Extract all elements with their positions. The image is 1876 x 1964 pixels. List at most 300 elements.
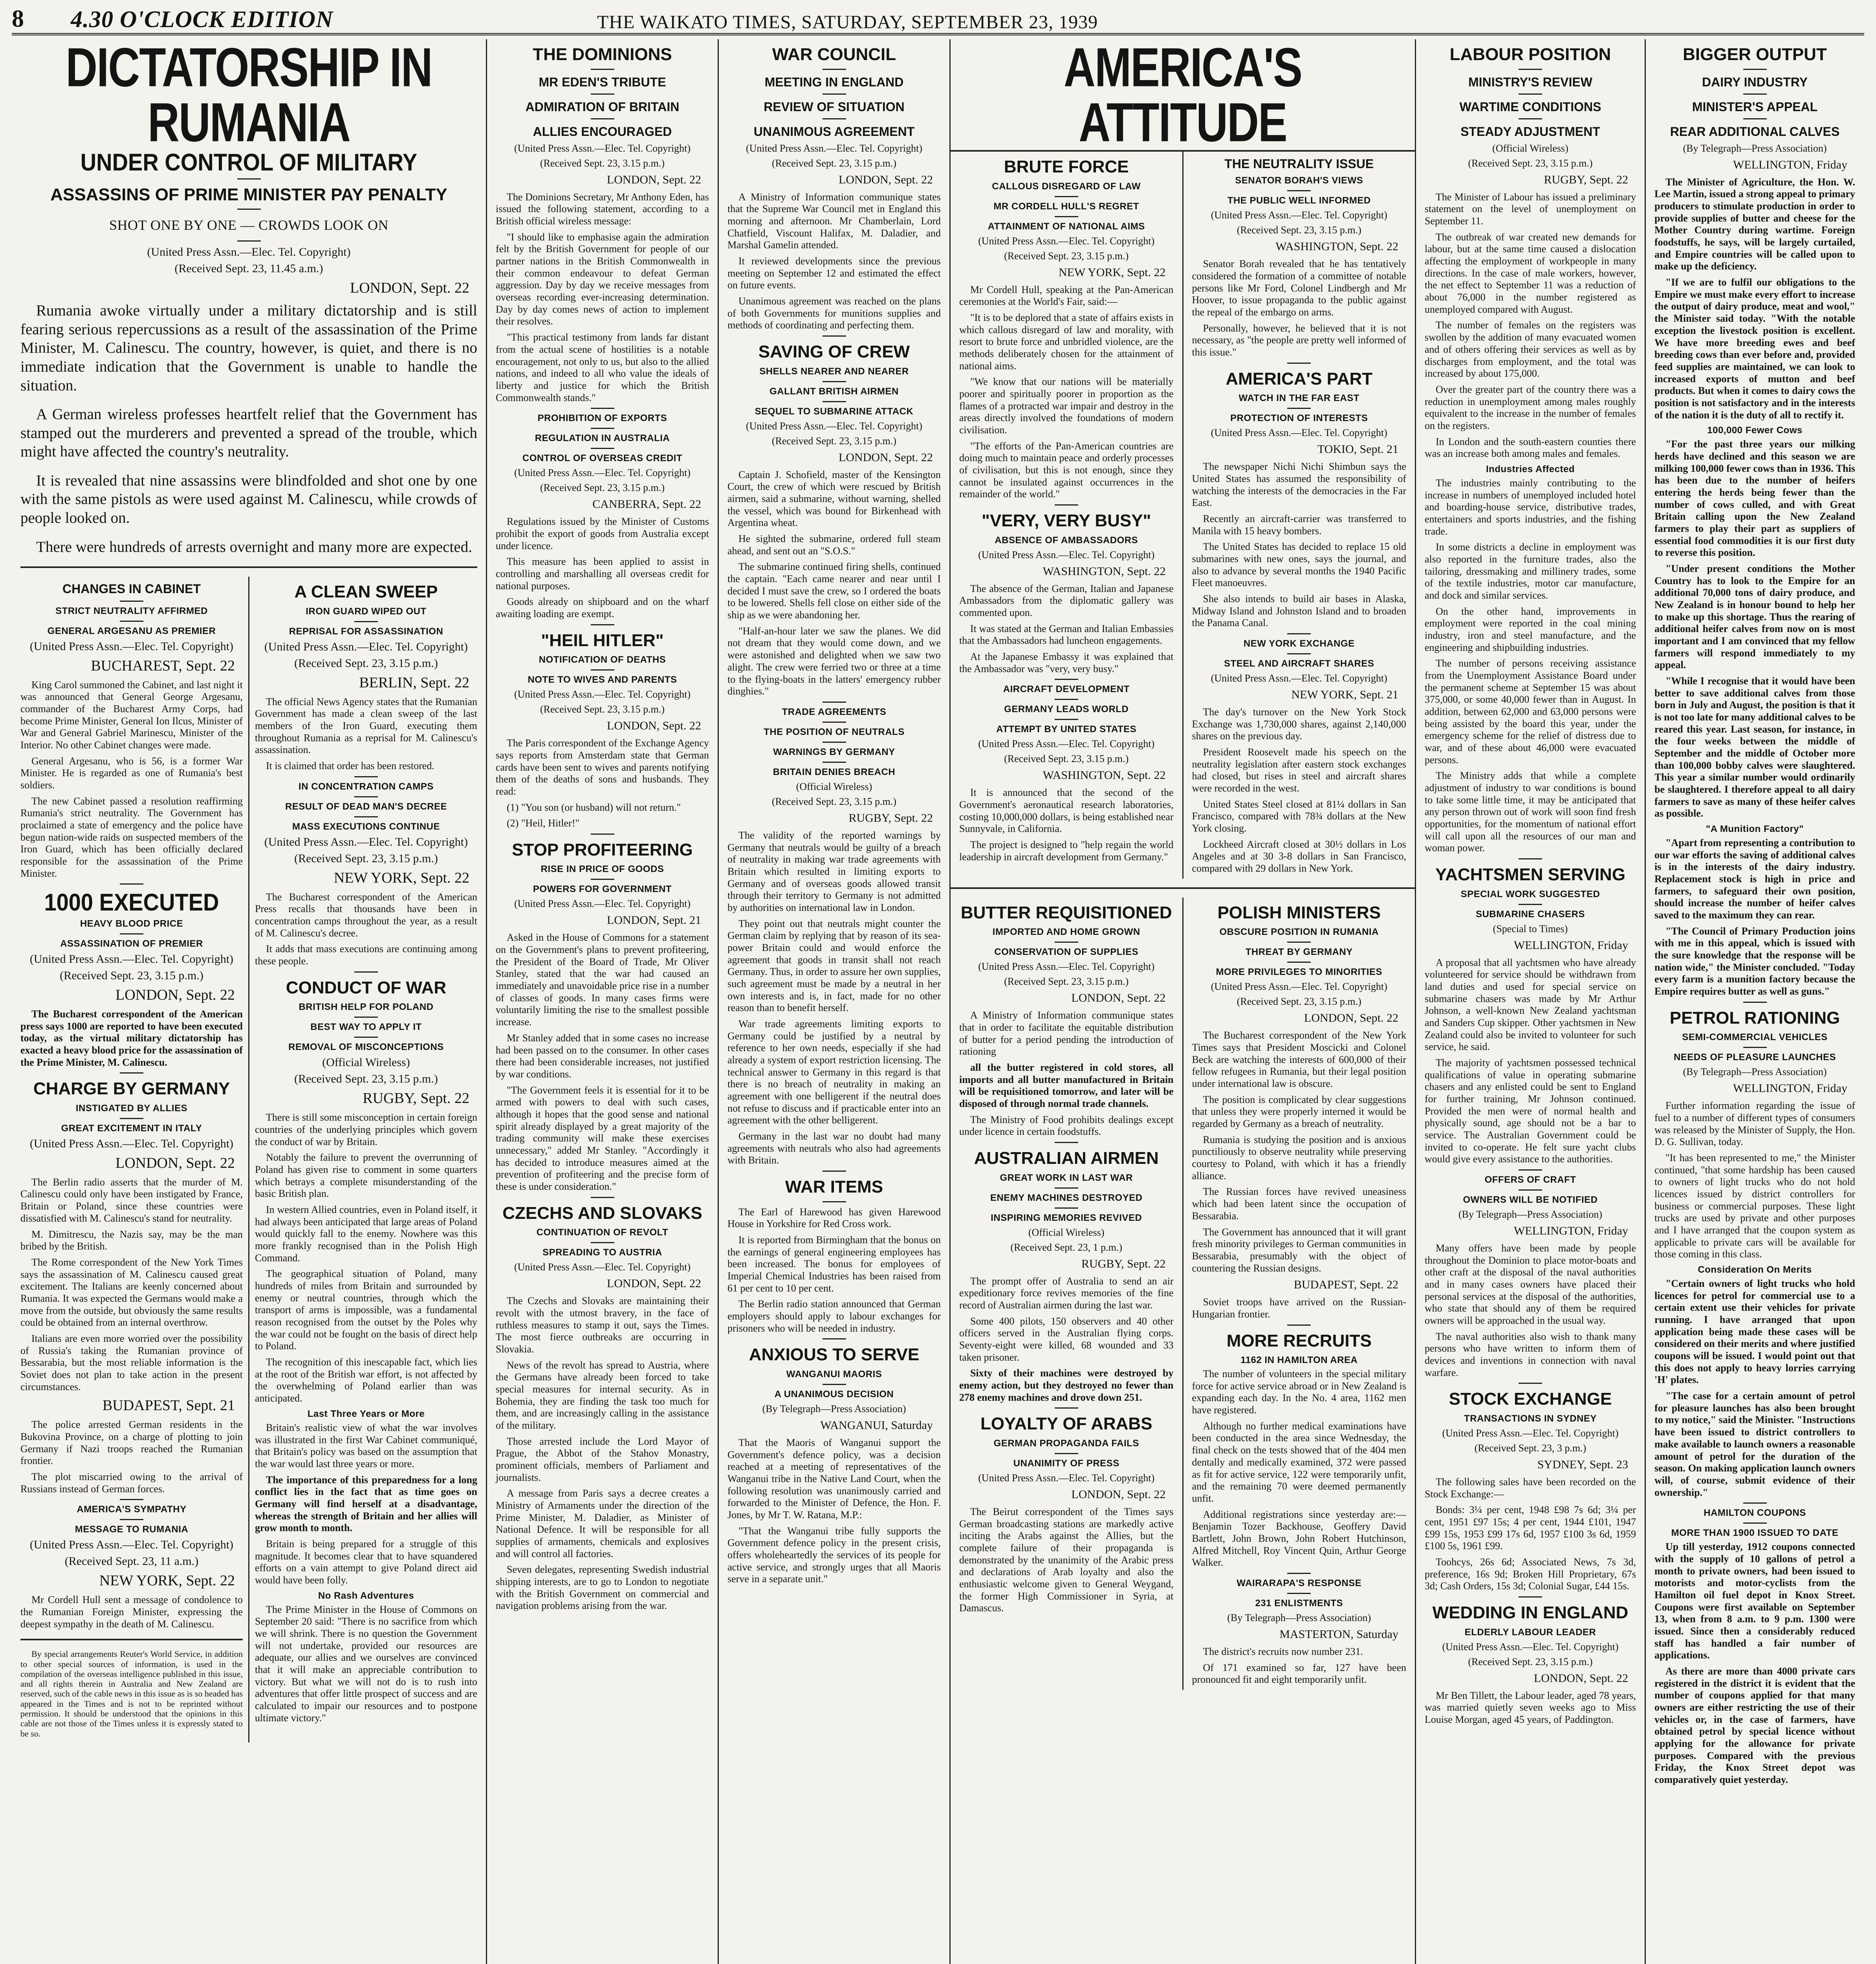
dateline: LONDON, Sept. 22	[115, 1154, 235, 1171]
article-headline: "HEIL HITLER"	[541, 630, 664, 650]
article-deck: BRITISH HELP FOR POLAND	[299, 1002, 434, 1013]
paragraph: "Under present conditions the Mother Country has to look to the Empire for an additional 70,000 tons of dairy produce, and New Zealand is in honour bound to help her to make up this shortage. Thus the rearing of additional heifer calves from now on is most important and I am convinced that my fellow farmers will respond immediately to my appeal.	[1654, 562, 1855, 671]
article-headline: CHANGES IN CABINET	[62, 582, 201, 596]
paragraph: "That the Wanganui tribe fully supports the Government defence policy in the present crisis, offers wholeheartedly the services of its people for active service, and strongly urges that all Maoris serve in a separate unit."	[727, 1525, 941, 1585]
article-headline: PROHIBITION OF EXPORTS	[537, 413, 667, 424]
paragraph: It reviewed developments since the previous meeting on September 12 and estimated the effect on future events.	[727, 255, 941, 291]
paragraph: The outbreak of war created new demands for labour, but at the same time caused a dislocation affecting the employment of workpeople in many directions. In the case of male workers, however, the net effect to September 11 was a reduction of about 76,000 in the number registered as unemployed compared with August.	[1425, 231, 1636, 315]
paragraph: In western Allied countries, even in Poland itself, it had always been anticipated that large areas of Poland would quickly fall to the enemy. Nowhere was this more frankly recognised than in the Polish High Command.	[255, 1204, 477, 1264]
credit-line: (United Press Assn.—Elec. Tel. Copyright)	[1211, 981, 1387, 993]
article-deck: ADMIRATION OF BRITAIN	[525, 99, 680, 114]
paragraph: Bonds: 3¼ per cent, 1948 £98 7s 6d; 3¼ per cent, 1951 £97 15s; 4 per cent, 1944 £101, 1947 £99 15s, 1953 £99 17s 6d, 1957 £100 3s 6d, 1959 £100 5s, 1961 £99.	[1425, 1504, 1636, 1552]
article-headline: OFFERS OF CRAFT	[1484, 1174, 1576, 1185]
dateline: MASTERTON, Saturday	[1279, 1627, 1398, 1641]
column-labour	[1416, 39, 1646, 1964]
received-line: (Received Sept. 23, 3.15 p.m.)	[1237, 224, 1361, 236]
article-headline: HAMILTON COUPONS	[1704, 1508, 1806, 1519]
article-deck: SENATOR BORAH'S VIEWS	[1235, 175, 1363, 186]
paragraph: Captain J. Schofield, master of the Kensington Court, the crew of which were rescued by British airmen, said a submarine, without warning, shelled the vessel, which was bound for Birkenhead with Argentina wheat.	[727, 469, 941, 529]
received-line: (Received Sept. 23, 3 p.m.)	[1474, 1442, 1587, 1454]
article-headline: AUSTRALIAN AIRMEN	[974, 1149, 1159, 1168]
paragraph: Britain is being prepared for a struggle of this magnitude. It becomes clear that to have squandered efforts on a vain attempt to give Poland direct aid would have been folly.	[255, 1538, 477, 1586]
received-line: (Received Sept. 23, 3.15 p.m.)	[772, 157, 896, 169]
paragraph: "The case for a certain amount of petrol for pleasure launches has also been brought to my notice," said the Minister. "Instructions have been issued to district controllers to make available to launch owners a reasonable amount of petrol for the duration of the season. On making application launch owners will, of course, submit evidence of their ownership."	[1654, 1390, 1855, 1498]
paragraph: News of the revolt has spread to Austria, where the Germans have already been forced to take special measures for internal security. As in Bohemia, they are finding the task too much for them, and are increasingly calling in the assistance of the military.	[496, 1359, 709, 1431]
credit-line: (Special to Times)	[1493, 923, 1568, 934]
article-headline: "VERY, VERY BUSY"	[982, 511, 1151, 531]
paragraph: Soviet troops have arrived on the Russian-Hungarian frontier.	[1192, 1296, 1406, 1320]
paragraph: The project is designed to "help regain the world leadership in aircraft development from Germany."	[959, 839, 1174, 863]
paragraph: They point out that neutrals might counter the German claim by replying that by reason of its sea-power Britain could and would enforce the agreement that goods in transit shall not reach Germany. Thus, in order to assure her own supplies, such agreement must be made by a neutral in her own interests and is, in fact, made for no other reason than to benefit herself.	[727, 918, 941, 1014]
article-deck: OWNERS WILL BE NOTIFIED	[1463, 1195, 1598, 1206]
paragraph: "It is to be deplored that a state of affairs exists in which callous disregard of law and morality, with resort to brute force and unbridled violence, are the methods deliberately chosen for the attainment of national aims.	[959, 311, 1174, 372]
paragraph: A message from Paris says a decree creates a Ministry of Armaments under the direction of the Prime Minister, M. Daladier, as Minister of National Defence. It will be responsible for all supplies of armaments, chemicals and explosives and will control all factories.	[496, 1488, 709, 1559]
credit-line: (Official Wireless)	[796, 780, 872, 792]
article-deck: STRICT NEUTRALITY AFFIRMED	[55, 605, 208, 616]
article-deck: NOTE TO WIVES AND PARENTS	[528, 674, 677, 685]
paragraph: The Bucharest correspondent of the American Press recalls that thousands have been in concentration camps throughout the year, as a result of M. Calinescu's decree.	[255, 891, 477, 939]
paragraph: President Roosevelt made his speech on the neutrality legislation after eastern stock exchanges had closed, but rises in steel and aircraft shares were recorded in the west.	[1192, 746, 1406, 794]
paragraph: Of 171 examined so far, 127 have been pronounced fit and eight temporarily unfit.	[1192, 1662, 1406, 1686]
dateline: LONDON, Sept. 22	[607, 1277, 701, 1290]
article-deck: MR EDEN'S TRIBUTE	[539, 75, 666, 89]
article-headline: SAVING OF CREW	[758, 342, 910, 362]
paragraph: At the Japanese Embassy it was explained that the Ambassador was "very, very busy."	[959, 650, 1174, 674]
article-deck: CONTINUATION OF REVOLT	[536, 1227, 669, 1238]
paragraph: The Ministry of Food prohibits dealings except under licence in certain foodstuffs.	[959, 1114, 1174, 1138]
dateline: WELLINGTON, Friday	[1513, 1224, 1628, 1238]
article-deck: CALLOUS DISREGARD OF LAW	[992, 181, 1141, 192]
article-deck: THREAT BY GERMANY	[1245, 947, 1353, 958]
paragraph: Regulations issued by the Minister of Customs prohibit the export of goods from Australia except under licence.	[496, 516, 709, 551]
paragraph: A Ministry of Information communique states that the Supreme War Council met in England this morning and afternoon. Mr Chamberlain, Lord Chatfield, Viscount Halifax, M. Daladier, and Marshal Gamelin attended.	[727, 191, 941, 251]
article-deck: UNDER CONTROL OF MILITARY	[80, 148, 418, 176]
paragraph: (1) "You son (or husband) will not return."	[507, 801, 681, 813]
paragraph: The following sales have been recorded on the Stock Exchange:—	[1425, 1476, 1636, 1500]
paragraph: Over the greater part of the country there was a reduction in unemployment among males roughly equivalent to the increase in the number of females on the registers.	[1425, 383, 1636, 431]
article-deck: REPRISAL FOR ASSASSINATION	[289, 626, 443, 637]
received-line: (Received Sept. 23, 3.15 p.m.)	[772, 435, 896, 447]
paragraph: (2) "Heil, Hitler!"	[507, 817, 580, 829]
paragraph: The majority of yachtsmen possessed technical qualifications of value in operating submarine chasers and any enlisted could be sent to England for further training, Mr Johnson continued. Provided the men were of normal health and physically sound, age should not be a bar to service. The Australian Government could be invited to co-operate. He felt sure yacht clubs would give every assistance to the authorities.	[1425, 1057, 1636, 1165]
article-headline: CZECHS AND SLOVAKS	[502, 1203, 702, 1223]
article-deck: REGULATION IN AUSTRALIA	[535, 433, 670, 444]
credit-line: (United Press Assn.—Elec. Tel. Copyright)	[264, 835, 468, 848]
article-headline: A CLEAN SWEEP	[294, 582, 438, 602]
credit-line: (Official Wireless)	[1028, 1226, 1105, 1238]
paragraph: The newspaper Nichi Nichi Shimbun says the United States has assumed the responsibility of watching the interests of the democracies in the Far East.	[1192, 461, 1406, 509]
paragraph: It is reported from Birmingham that the bonus on the earnings of general engineering employees has been increased. The bonus for employees of Imperial Chemical Industries has been raised from 61 per cent to 10 per cent.	[727, 1234, 941, 1294]
article-headline: POLISH MINISTERS	[1217, 903, 1381, 922]
column-america	[951, 39, 1416, 1964]
masthead	[12, 5, 1864, 35]
column-war-council	[719, 39, 951, 1964]
credit-line: (United Press Assn.—Elec. Tel. Copyright)	[1442, 1641, 1619, 1653]
dateline: BERLIN, Sept. 22	[359, 674, 469, 691]
article-headline: WAR ITEMS	[785, 1177, 883, 1196]
paragraph: The Government has announced that it will grant fresh minority privileges to German communities in Bessarabia, presumably with the object of countering the Russian designs.	[1192, 1226, 1406, 1274]
article-headline: BUTTER REQUISITIONED	[960, 903, 1172, 922]
paragraph: The Bucharest correspondent of the American press says 1000 are reported to have been executed today, as the virtual military dictatorship has exacted a heavy blood price for the assassination of the Prime Minister, M. Calinescu.	[20, 1008, 243, 1068]
paragraph: General Argesanu, who is 56, is a former War Minister. He is regarded as one of Rumania's best soldiers.	[20, 755, 243, 791]
article-deck: MESSAGE TO RUMANIA	[75, 1524, 189, 1535]
article-headline: AMERICA'S SYMPATHY	[77, 1504, 187, 1515]
article-deck: ENEMY MACHINES DESTROYED	[990, 1192, 1143, 1203]
credit-line: (By Telegraph—Press Association)	[762, 1403, 906, 1414]
paragraph: The position is complicated by clear suggestions that unless they were properly interned it would be regarded by Germany as a breach of neutrality.	[1192, 1094, 1406, 1130]
paragraph: The plot miscarried owing to the arrival of Russians instead of German forces.	[20, 1471, 243, 1495]
dateline: CANBERRA, Sept. 22	[592, 498, 701, 511]
paragraph: The Rome correspondent of the New York Times says the assassination of M. Calinescu caused great excitement. The Italians are keenly concerned about Rumania. It was expected the Germans would make a move from the outside, but obviously the same results could be obtained from an internal overthrow.	[20, 1256, 243, 1328]
dateline: LONDON, Sept. 21	[607, 914, 701, 927]
article-deck: ATTEMPT BY UNITED STATES	[996, 724, 1137, 735]
article-headline: ANXIOUS TO SERVE	[749, 1345, 920, 1365]
article-deck: CONTROL OF OVERSEAS CREDIT	[522, 453, 683, 464]
paragraph: Mr Stanley added that in some cases no increase had been passed on to the consumer. In other cases there had been considerable increases, not justified by war conditions.	[496, 1032, 709, 1080]
article-headline: THE DOMINIONS	[533, 45, 672, 64]
credit-line: (Official Wireless)	[1492, 142, 1568, 154]
article-deck: IMPORTED AND HOME GROWN	[992, 927, 1140, 938]
credit-line: (United Press Assn.—Elec. Tel. Copyright)	[29, 1538, 234, 1552]
credit-line: (United Press Assn.—Elec. Tel. Copyright)	[978, 549, 1155, 561]
paragraph: King Carol summoned the Cabinet, and last night it was announced that General George Argesanu, commander of the Bucharest Army Corps, had become Prime Minister, General Ion Ilcus, Minister of War and General Gabriel Marinescu, Minister of the Interior. No other Cabinet changes were made.	[20, 679, 243, 751]
received-line: (Received Sept. 23, 1 p.m.)	[1010, 1241, 1122, 1253]
paragraph: In London and the south-eastern counties there was an increase both among males and females.	[1425, 436, 1636, 460]
article-deck: BEST WAY TO APPLY IT	[310, 1022, 422, 1033]
article-deck: 231 ENLISTMENTS	[1255, 1598, 1343, 1609]
credit-line: (United Press Assn.—Elec. Tel. Copyright)	[514, 142, 691, 154]
article-headline: LOYALTY OF ARABS	[980, 1414, 1152, 1434]
paragraph: It adds that mass executions are continuing among these people.	[255, 943, 477, 967]
article-headline: DICTATORSHIP IN RUMANIA	[66, 39, 432, 153]
article-deck: GALLANT BRITISH AIRMEN	[769, 386, 899, 397]
credit-line: (United Press Assn.—Elec. Tel. Copyright)	[264, 640, 468, 653]
article-deck: GENERAL ARGESANU AS PREMIER	[47, 625, 216, 636]
paragraph: In some districts a decline in employment was also reported in the furniture trades, also the tailoring, dressmaking and millinery trades, some of the textile industries, motor car manufacture, and dock and similar services.	[1425, 541, 1636, 601]
article-deck: CONSERVATION OF SUPPLIES	[994, 947, 1139, 958]
dateline: LONDON, Sept. 22	[1071, 1488, 1166, 1501]
article-deck: THE POSITION OF NEUTRALS	[764, 726, 905, 737]
credit-line: (United Press Assn.—Elec. Tel. Copyright)	[978, 1472, 1155, 1484]
article-deck: ATTAINMENT OF NATIONAL AIMS	[987, 221, 1145, 232]
paragraph: The Beirut correspondent of the Times says German broadcasting stations are markedly active inciting the Arabs against the Allies, but the complete failure of their propaganda is demonstrated by the unanimity of the Arabic press and declarations of Arab loyalty and also the enthusiastic welcome given to General Weygand, the former High Commissioner in Syria, at Damascus.	[959, 1506, 1174, 1614]
dateline: LONDON, Sept. 22	[1071, 991, 1166, 1005]
paragraph: The industries mainly contributing to the increase in numbers of unemployed included hotel and boarding-house service, distributive trades, entertainers and sports industries, and the fishing trade.	[1425, 477, 1636, 537]
credit-line: (United Press Assn.—Elec. Tel. Copyright)	[29, 639, 234, 653]
received-line: (Received Sept. 23, 3.15 p.m.)	[1004, 976, 1129, 987]
article-headline: LABOUR POSITION	[1449, 45, 1611, 64]
paragraph: M. Dimitrescu, the Nazis say, may be the man bribed by the British.	[20, 1228, 243, 1252]
paragraph: There is still some misconception in certain foreign countries of the underlying principles which govern the conduct of war by Britain.	[255, 1112, 477, 1147]
paragraph: On the other hand, improvements in employment were reported in the coal mining industry, iron and steel manufacture, and the engineering and shipbuilding industries.	[1425, 605, 1636, 653]
article-deck: MEETING IN ENGLAND	[764, 75, 904, 89]
dateline: WELLINGTON, Friday	[1733, 1082, 1847, 1095]
rumania-subcolumns	[20, 577, 477, 1742]
dateline: BUDAPEST, Sept. 22	[1293, 1278, 1398, 1292]
paper-title: THE WAIKATO TIMES, SATURDAY, SEPTEMBER 23, 1939	[597, 12, 1098, 33]
paragraph: A German wireless professes heartfelt relief that the Government has stamped out the murderers and prevented a spread of the trouble, which might have affected the country's neutrality.	[20, 406, 477, 460]
paragraph: The importance of this preparedness for a long conflict lies in the fact that as time goes on Germany will find herself at a disadvantage, whereas the strength of Britain and her allies will grow month to month.	[255, 1474, 477, 1534]
credit-line: (By Telegraph—Press Association)	[1227, 1612, 1371, 1623]
paragraph: "The Council of Primary Production joins with me in this appeal, which is issued with the sure knowledge that the response will be nation wide," the Minister concluded. "Today every farm is a munition factory because the Empire requires butter as well as guns."	[1654, 925, 1855, 997]
credit-line: (United Press Assn.—Elec. Tel. Copyright)	[514, 467, 691, 479]
subheading: 100,000 Fewer Cows	[1707, 425, 1803, 436]
article-deck: SEMI-COMMERCIAL VEHICLES	[1682, 1032, 1828, 1043]
article-headline: THE NEUTRALITY ISSUE	[1224, 157, 1374, 171]
paragraph: Those arrested include the Lord Mayor of Prague, the Abbot of the Stahov Monastry, prominent officials, members of Parliament and journalists.	[496, 1435, 709, 1483]
article-headline: 1000 EXECUTED	[44, 889, 219, 916]
received-line: (Received Sept. 23, 3.15 p.m.)	[540, 482, 665, 494]
article-headline: BIGGER OUTPUT	[1683, 45, 1827, 64]
received-line: (Received Sept. 23, 3.15 p.m.)	[294, 656, 438, 670]
paragraph: "The efforts of the Pan-American countries are doing much to maintain peace and orderly processes of civilisation, but this is not enough, since they cannot be insulated against occurrences in the remainder of the world."	[959, 440, 1174, 500]
received-line: (Received Sept. 23, 3.15 p.m.)	[772, 795, 896, 807]
credit-line: (By Telegraph—Press Association)	[1683, 1066, 1827, 1078]
article-deck: SPREADING TO AUSTRIA	[542, 1247, 662, 1258]
paragraph: Toohcys, 26s 6d; Associated News, 7s 3d, preference, 16s 9d; Broken Hill Proprietary, 67s 3d; Cash Orders, 15s 3d; Colonial Sugar, £44 15s.	[1425, 1556, 1636, 1592]
dateline: WANGANUI, Saturday	[820, 1418, 933, 1432]
dateline: LONDON, Sept. 22	[1304, 1011, 1398, 1025]
credit-line: (United Press Assn.—Elec. Tel. Copyright)	[746, 142, 923, 154]
article-headline: WEDDING IN ENGLAND	[1432, 1603, 1629, 1623]
received-line: (Received Sept. 23, 3.15 p.m.)	[1468, 157, 1593, 169]
dateline: NEW YORK, Sept. 22	[99, 1572, 235, 1589]
article-deck: INSTIGATED BY ALLIES	[75, 1103, 188, 1114]
received-line: (Received Sept. 23, 3.15 p.m.)	[1004, 753, 1129, 765]
paragraph: The Ministry adds that while a complete adjustment of industry to war conditions is bound to take some little time, it may be anticipated that any person thrown out of work will soon find fresh opportunities, for the momentum of national effort will call upon all the resources of our man and woman power.	[1425, 770, 1636, 854]
article-deck: ELDERLY LABOUR LEADER	[1464, 1627, 1596, 1638]
article-deck: MR CORDELL HULL'S REGRET	[993, 201, 1140, 212]
credit-line: (United Press Assn.—Elec. Tel. Copyright)	[978, 738, 1155, 750]
article-headline: AMERICA'S PART	[1226, 369, 1373, 388]
credit-line: (By Telegraph—Press Association)	[1683, 142, 1827, 154]
article-deck: MINISTER'S APPEAL	[1692, 99, 1818, 114]
credit-line: (Official Wireless)	[322, 1056, 410, 1069]
credit-line: (United Press Assn.—Elec. Tel. Copyright)	[514, 1261, 691, 1273]
received-line: (Received Sept. 23, 3.15 p.m.)	[1237, 996, 1361, 1008]
paragraph: The Prime Minister in the House of Commons on September 20 said: "There is no sacrifice from which we will shrink. There is no question the Government will not undertake, provided our resources are adequate, our allies and we ourselves are convinced that it will make an appreciable contribution to victory. But what we will not do is to rush into adventures that offer little prospect of success and are calculated to impair our resources and to postpone ultimate victory."	[255, 1603, 477, 1724]
paragraph: Asked in the House of Commons for a statement on the Government's plans to prevent profiteering, the President of the Board of Trade, Mr Oliver Stanley, stated that the war had caused an immediately and unavoidable price rise in a number of classes of goods. In many cases firms were voluntarily limiting the rise to the smallest possible increase.	[496, 932, 709, 1028]
paragraph: The official News Agency states that the Rumanian Government has made a clean sweep of the last members of the Iron Guard, executing them throughout Rumania as a reprisal for M. Calinescu's assassination.	[255, 696, 477, 756]
article-deck: REAR ADDITIONAL CALVES	[1670, 125, 1840, 139]
paragraph: "Half-an-hour later we saw the planes. We did not dream that they would come down, and we were astonished and delighted when we saw two alight. The crew were ferried two or three at a time to the flying-boats in the latters' emergency rubber dinghies."	[727, 625, 941, 697]
paragraph: "I should like to emphasise again the admiration felt by the British Government for people of our partner nations in the British Commonwealth in their common endeavour to defeat German aggression. Day by day we receive messages from overseas recording ever-increasing determination. Day by day comes news of action to implement their resolves.	[496, 231, 709, 327]
paragraph: Although no further medical examinations have been conducted in the area since Wednesday, the final check on the tests showed that of the 404 men dentally and medically examined, 372 were passed as fit for active service, 122 were temporarily unfit, and the remaining 70 were deemed permanently unfit.	[1192, 1420, 1406, 1504]
paragraph: The Earl of Harewood has given Harewood House in Yorkshire for Red Cross work.	[727, 1206, 941, 1230]
article-headline: AIRCRAFT DEVELOPMENT	[1003, 684, 1130, 695]
received-line: (Received Sept. 23, 3.15 p.m.)	[1004, 250, 1129, 262]
paragraph: The recognition of this inescapable fact, which lies at the root of the British war effort, is not affected by the overwhelming of Poland earlier than was anticipated.	[255, 1356, 477, 1404]
dateline: LONDON, Sept. 22	[607, 719, 701, 733]
dateline: LONDON, Sept. 22	[607, 173, 701, 186]
subheading: "A Munition Factory"	[1706, 824, 1804, 835]
paragraph: "Apart from representing a contribution to our war efforts the saving of additional calves is in the interests of the dairy industry. Replacement stock is high in price and farmers, to safeguard their own position, should increase the number of heifer calves saved to the maximum they can rear.	[1654, 837, 1855, 921]
paragraph: It is announced that the second of the Government's aeronautical research laboratories, costing 10,000,000 dollars, is being established near Sunnyvale, in California.	[959, 787, 1174, 835]
paragraph: It is revealed that nine assassins were blindfolded and shot one by one with the same pistols as were used against M. Calinescu, while crowds of people looked on.	[20, 472, 477, 526]
paragraph: Rumania awoke virtually under a military dictatorship and is still fearing serious repercussions as a result of the assassination of the Prime Minister, M. Calinescu. The country, however, is quiet, and there is no immediate indication that the Government is unable to handle the situation.	[20, 302, 477, 394]
article-deck: SHOT ONE BY ONE — CROWDS LOOK ON	[109, 217, 388, 233]
article-headline: BRUTE FORCE	[1004, 157, 1129, 176]
dateline: RUGBY, Sept. 22	[848, 811, 933, 824]
credit-line: (United Press Assn.—Elec. Tel. Copyright)	[978, 961, 1155, 973]
subheading: No Rash Adventures	[318, 1590, 414, 1601]
paragraph: "If we are to fulfil our obligations to the Empire we must make every effort to increase the output of dairy produce, meat and wool," the Minister said today. "With the notable exception the livestock position is excellent. We have more breeding ewes and beef breeding cows than ever before and, provided feed supplies are maintained, we can look to increased exports of mutton and beef products. But when it comes to dairy cows the position is not satisfactory and in the interests of the nation it is the duty of all to rectify it.	[1654, 277, 1855, 421]
article-headline: WAR COUNCIL	[772, 45, 896, 64]
paragraph: The police arrested German residents in the Bukovina Province, on a charge of plotting to join Germany if Nazi troops reached the Rumanian frontier.	[20, 1419, 243, 1467]
paragraph: Unanimous agreement was reached on the plans of both Governments for munitions supplies and methods of coordinating and perfecting them.	[727, 295, 941, 331]
credit-line: (United Press Assn.—Elec. Tel. Copyright)	[29, 952, 234, 966]
credit-line: (United Press Assn.—Elec. Tel. Copyright)	[1442, 1427, 1619, 1439]
paragraph: Many offers have been made by people throughout the Dominion to place motor-boats and other craft at the disposal of the naval authorities and in many cases owners have placed their personal services at the disposal of the authorities, who state that should any of them be required owners will be approached in the usual way.	[1425, 1242, 1636, 1326]
article-deck: GERMANY LEADS WORLD	[1004, 704, 1129, 715]
received-line: (Received Sept. 23, 3.15 p.m.)	[540, 704, 665, 715]
column-dominions	[487, 39, 719, 1964]
paragraph: The Berlin radio station announced that German employers should apply to labour exchanges for prisoners who will be needed in industry.	[727, 1298, 941, 1334]
article-deck: MORE PRIVILEGES TO MINORITIES	[1216, 967, 1382, 978]
paragraph: Up till yesterday, 1912 coupons connected with the supply of 10 gallons of petrol a month to private owners, had been issued to motorists and motor-cyclists from the Hamilton oil fuel depot in Knox Street. Coupons were first available on September 13, when from 8 a.m. to 9 p.m. 1300 were issued. Since then a considerably reduced staff has handled a fair number of applications.	[1654, 1541, 1855, 1661]
article-headline: WAIRARAPA'S RESPONSE	[1237, 1577, 1362, 1588]
article-deck: SPECIAL WORK SUGGESTED	[1460, 889, 1600, 900]
dateline: NEW YORK, Sept. 22	[333, 869, 469, 886]
dateline: LONDON, Sept. 22	[350, 280, 469, 297]
paragraph: It is claimed that order has been restored.	[266, 760, 434, 772]
received-line: (Received Sept. 23, 11 a.m.)	[64, 1555, 199, 1568]
article-deck: TRANSACTIONS IN SYDNEY	[1464, 1413, 1597, 1424]
article-deck: MINISTRY'S REVIEW	[1468, 75, 1592, 89]
received-line: (Received Sept. 23, 3.15 p.m.)	[540, 157, 665, 169]
dateline: WASHINGTON, Sept. 22	[1042, 769, 1166, 782]
column-rumania	[12, 39, 487, 1964]
paragraph: all the butter registered in cold stores, all imports and all butter manufactured in Britain will be requisitioned tomorrow, and later will be disposed of through normal trade channels.	[959, 1062, 1174, 1110]
article-deck: RISE IN PRICE OF GOODS	[540, 864, 664, 875]
dateline: RUGBY, Sept. 22	[363, 1090, 469, 1107]
article-headline: AMERICA'S ATTITUDE	[1064, 39, 1302, 153]
paragraph: Seven delegates, representing Swedish industrial shipping interests, are to go to London to negotiate with the British Government on commercial and navigation problems arising from the war.	[496, 1564, 709, 1612]
paragraph: Mr Cordell Hull, speaking at the Pan-American ceremonies at the World's Fair, said:—	[959, 284, 1174, 308]
article-deck: SUBMARINE CHASERS	[1476, 909, 1585, 920]
credit-line: (United Press Assn.—Elec. Tel. Copyright)	[1211, 209, 1387, 221]
paragraph: The submarine continued firing shells, continued the captain. "Each came nearer and near until I decided I must save the crew, so I ordered the boats to be lowered. Shells fell close on either side of the ship as we were abandoning her.	[727, 561, 941, 621]
paragraph: The Russian forces have revived uneasiness which had been latent since the occupation of Bessarabia.	[1192, 1186, 1406, 1222]
article-deck: GERMAN PROPAGANDA FAILS	[993, 1438, 1139, 1449]
paragraph: Recently an aircraft-carrier was transferred to Manila with 15 heavy bombers.	[1192, 513, 1406, 537]
article-deck: REVIEW OF SITUATION	[764, 99, 905, 114]
paragraph: The prompt offer of Australia to send an air expeditionary force revives memories of the fine record of Australian airmen during the last war.	[959, 1275, 1174, 1311]
paragraph: A Ministry of Information communique states that in order to facilitate the equitable distribution of butter for a period pending the introduction of rationing	[959, 1009, 1174, 1057]
paragraph: The Bucharest correspondent of the New York Times says that President Moscicki and Colonel Beck are watching the interests of 600,000 of their fellow refugees in Rumania, but their legal position under international law is obscure.	[1192, 1030, 1406, 1090]
article-deck: REMOVAL OF MISCONCEPTIONS	[288, 1042, 444, 1053]
paragraph: The United States has decided to replace 15 old submarines with new ones, says the journal, and also to advance by several months the 1940 Pacific Fleet manoeuvres.	[1192, 541, 1406, 589]
paragraph: This measure has been applied to assist in controlling and marshalling all overseas credit for national purposes.	[496, 556, 709, 592]
paragraph: Mr Cordell Hull sent a message of condolence to the Rumanian Foreign Minister, expressing the deepest sympathy in the death of M. Calinescu.	[20, 1594, 243, 1630]
article-headline: STOCK EXCHANGE	[1449, 1389, 1612, 1409]
page-number: 8	[12, 5, 24, 32]
article-deck: UNANIMITY OF PRESS	[1013, 1458, 1119, 1469]
credit-line: (United Press Assn.—Elec. Tel. Copyright)	[746, 420, 923, 432]
paragraph: The absence of the German, Italian and Japanese Ambassadors from the diplomatic gallery was commented upon.	[959, 583, 1174, 618]
article-deck: ABSENCE OF AMBASSADORS	[995, 535, 1138, 546]
paragraph: He sighted the submarine, ordered full steam ahead, and sent out an "S.O.S."	[727, 533, 941, 557]
dateline: TOKIO, Sept. 21	[1317, 443, 1398, 456]
article-headline: IN CONCENTRATION CAMPS	[299, 781, 434, 792]
credit-line: (United Press Assn.—Elec. Tel. Copyright)	[1211, 672, 1387, 684]
article-deck: THE PUBLIC WELL INFORMED	[1227, 195, 1371, 206]
paragraph: The Czechs and Slovaks are maintaining their revolt with the utmost bravery, in the face of ruthless measures to stamp it out, says the Times. The most fierce outbreaks are occurring in Slovakia.	[496, 1295, 709, 1355]
dateline: WASHINGTON, Sept. 22	[1042, 564, 1166, 578]
received-line: (Received Sept. 23, 3.15 p.m.)	[60, 969, 203, 982]
article-deck: WARNINGS BY GERMANY	[773, 746, 895, 757]
paragraph: The day's turnover on the New York Stock Exchange was 1,730,000 shares, against 2,140,000 shares on the previous day.	[1192, 706, 1406, 742]
dateline: RUGBY, Sept. 22	[1081, 1257, 1166, 1270]
article-deck: PROTECTION OF INTERESTS	[1230, 413, 1368, 424]
paragraph: Sixty of their machines were destroyed by enemy action, but they destroyed no fewer than 278 enemy machines and drove down 251.	[959, 1367, 1174, 1403]
paragraph: The Berlin radio asserts that the murder of M. Calinescu could only have been instigated by France, Britain or Poland, since these countries were dissatisfied with M. Calinescu's stand for neutrality.	[20, 1176, 243, 1224]
reuters-notice: By special arrangements Reuter's World Service, in addition to other special sources of information, is used in the compilation of the overseas intelligence published in this issue, and all rights therein in Australia and New Zealand are reserved, such of the cable news in this issue as is so headed has appeared in the Times and is not to be reprinted without permission. It should be understood that the opinions in this cable are not those of the Times unless it is expressly stated to be so.	[20, 1649, 243, 1739]
paragraph: She also intends to build air bases in Alaska, Midway Island and Johnston Island and to broaden the Panama Canal.	[1192, 593, 1406, 629]
article-deck: ASSASSINATION OF PREMIER	[60, 938, 203, 949]
credit-line: (United Press Assn.—Elec. Tel. Copyright)	[514, 689, 691, 700]
article-headline: CHARGE BY GERMANY	[33, 1079, 230, 1099]
article-headline: PETROL RATIONING	[1669, 1008, 1840, 1028]
article-deck: NEEDS OF PLEASURE LAUNCHES	[1673, 1052, 1836, 1063]
article-deck: GREAT EXCITEMENT IN ITALY	[61, 1123, 202, 1134]
dateline: WASHINGTON, Sept. 22	[1275, 240, 1398, 253]
dateline: WELLINGTON, Friday	[1513, 938, 1628, 952]
paragraph: The naval authorities also wish to thank many persons who have written to inform them of devices and inventions in connection with naval warfare.	[1425, 1330, 1636, 1378]
dateline: LONDON, Sept. 22	[839, 451, 933, 464]
dateline: LONDON, Sept. 22	[115, 986, 235, 1003]
paragraph: Italians are even more worried over the possibility of Russia's taking the Rumanian province of Bessarabia, but the most reliable information is the Soviet does not plan to take action in the present circumstances.	[20, 1332, 243, 1392]
received-line: (Received Sept. 23, 3.15 p.m.)	[294, 852, 438, 865]
article-deck: A UNANIMOUS DECISION	[774, 1389, 894, 1400]
paragraph: "It has been represented to me," the Minister continued, "that some hardship has been caused to owners of light trucks who do not hold licences issued by district controllers for business or commercial purposes. These light trucks are used by private and other purposes and I have arranged that the coupon system as applicable to private cars will be available for those coming in this class.	[1654, 1152, 1855, 1260]
article-deck: NOTIFICATION OF DEATHS	[539, 654, 666, 665]
paragraph: Goods already on shipboard and on the wharf awaiting loading are exempt.	[496, 596, 709, 619]
paragraph: The number of females on the registers was swollen by the addition of many evacuated women and of others offering their services as well as by discharges from employment, and the total was increased by about 175,000.	[1425, 319, 1636, 379]
paragraph: Mr Ben Tillett, the Labour leader, aged 78 years, was married quietly seven weeks ago to Miss Louise Morgan, aged 45 years, of Paddington.	[1425, 1689, 1636, 1726]
paragraph: Personally, however, he believed that it is not necessary, as "the people are pretty well informed of this issue."	[1192, 322, 1406, 358]
paragraph: The Minister of Labour has issued a preliminary statement on the level of unemployment on September 11.	[1425, 191, 1636, 227]
article-headline: TRADE AGREEMENTS	[782, 706, 887, 717]
article-deck: IRON GUARD WIPED OUT	[306, 606, 427, 617]
paragraph: That the Maoris of Wanganui support the Government's defence policy, was a decision reached at a meeting of representatives of the Wanganui tribe in the Native Land Court, when the following resolution was unanimously carried and forwarded to the Minister of Defence, the Hon. F. Jones, by Mr T. W. Ratana, M.P.:	[727, 1436, 941, 1521]
paragraph: "The Government feels it is essential for it to be armed with powers to deal with such cases, although it hopes that the good sense and national spirit already displayed by a great majority of the trading community will make these exercises unnecessary," added Mr Stanley. "Accordingly it has decided to introduce measures aimed at the prevention of profiteering and the precise form of these is under consideration."	[496, 1084, 709, 1192]
paragraph: The geographical situation of Poland, many hundreds of miles from Britain and surrounded by enemy or neutral countries, through which the transport of arms is impossible, was a fundamental reason recognised from the outset by the Poles why the war could not be fought on the basis of direct help to Poland.	[255, 1268, 477, 1352]
paragraph: The number of persons receiving assistance from the Unemployment Assistance Board under the permanent scheme at September 15 was about 375,000, or some 40,000 fewer than in August. In addition, between 62,000 and 63,000 persons were being assisted by the board this year, under the emergency scheme for the relief of distress due to war, and of these about 46,000 were evacuated persons.	[1425, 658, 1636, 766]
article-deck: WARTIME CONDITIONS	[1459, 99, 1601, 114]
paragraph: United States Steel closed at 81¼ dollars in San Francisco, compared with 78¾ dollars at the New York closing.	[1192, 798, 1406, 834]
received-line: (Received Sept. 23, 3.15 p.m.)	[1468, 1656, 1593, 1667]
article-headline: NEW YORK EXCHANGE	[1243, 638, 1355, 649]
article-deck: ALLIES ENCOURAGED	[533, 125, 672, 139]
paragraph: Senator Borah revealed that he has tentatively considered the formation of a committee of notable persons like Mr Ford, Colonel Lindbergh and Mr Hoover, to issue propaganda to the public against the repeal of the embargo on arms.	[1192, 258, 1406, 318]
article-deck: 1162 IN HAMILTON AREA	[1240, 1355, 1358, 1366]
article-deck: STEEL AND AIRCRAFT SHARES	[1224, 658, 1374, 669]
dateline: BUCHAREST, Sept. 22	[91, 657, 235, 674]
paragraph: "This practical testimony from lands far distant from the actual scene of hostilities is a notable encouragement, not only to us, but also to the allied nations, and indeed to all who value the ideals of liberty and justice for which the British Commonwealth stands."	[496, 332, 709, 403]
paragraph: Some 400 pilots, 150 observers and 40 other officers served in the Australian flying corps. Seventy-eight were killed, 68 wounded and 33 taken prisoner.	[959, 1315, 1174, 1363]
paragraph: The number of volunteers in the special military force for active service abroad or in New Zealand is expanding each day. In the No. 4 area, 1162 men have registered.	[1192, 1368, 1406, 1416]
columns	[12, 39, 1864, 1964]
subheading: Industries Affected	[1486, 464, 1575, 475]
article-deck: ASSASSINS OF PRIME MINISTER PAY PENALTY	[50, 185, 447, 204]
credit-line: (United Press Assn.—Elec. Tel. Copyright)	[978, 235, 1155, 247]
paragraph: As there are more than 4000 private cars registered in the district it is evident that the number of coupons applied for that many owners are either restricting the use of their vehicles or, in the case of farmers, have obtained petrol by special licence without applying for the allowance for private purposes. Compared with the previous Friday, the Knox Street depot was comparatively quiet yesterday.	[1654, 1665, 1855, 1785]
article-deck: BRITAIN DENIES BREACH	[773, 766, 896, 777]
paragraph: Additional registrations since yesterday are:—Benjamin Tozer Backhouse, Geoffery David Bartlett, John Brown, John Robert Hutchinson, Alfred Mitchell, Roy Vincent Quin, Arthur George Walker.	[1192, 1508, 1406, 1568]
paragraph: The Minister of Agriculture, the Hon. W. Lee Martin, issued a strong appeal to primary producers to stimulate production in order to provide supplies of butter and cheese for the Mother Country during wartime. Foreign foodstuffs, he says, will be largely curtailed, and Empire countries will be called upon to make up the deficiency.	[1654, 176, 1855, 272]
credit-line: (By Telegraph—Press Association)	[1458, 1209, 1602, 1220]
